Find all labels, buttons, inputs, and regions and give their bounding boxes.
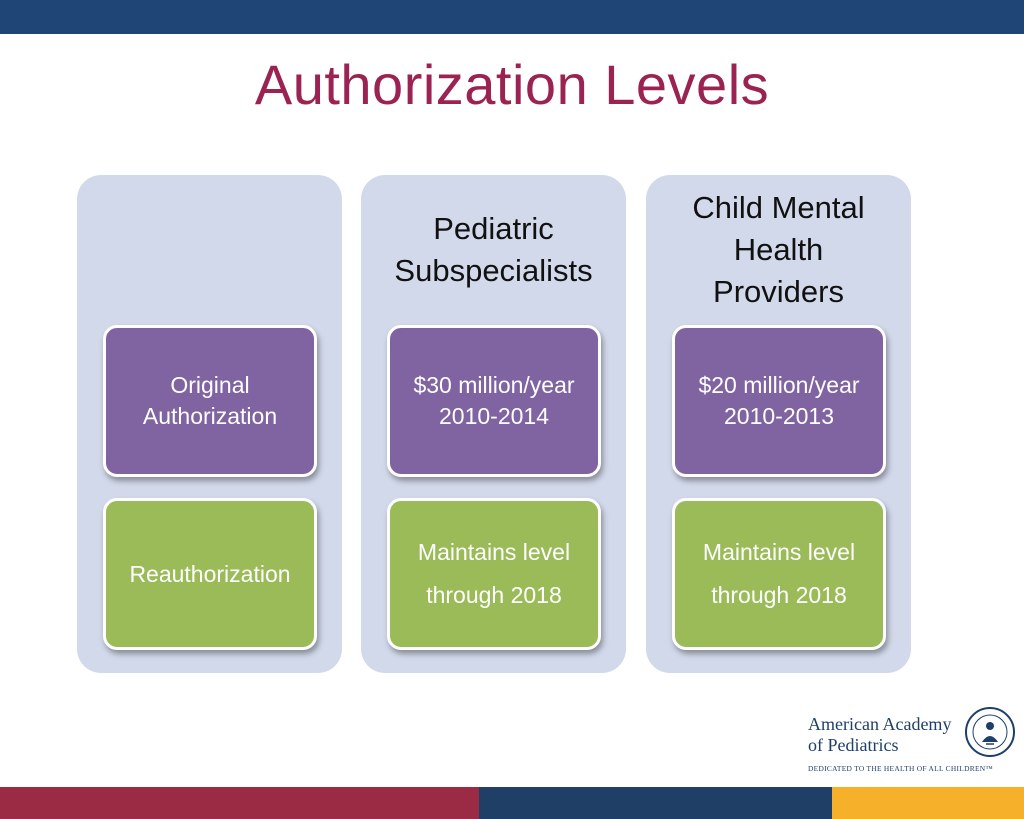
bottom-bar-blue bbox=[479, 787, 832, 819]
original-authorization-value bbox=[672, 325, 886, 477]
logo-name-line: of Pediatrics bbox=[808, 735, 899, 755]
box-text-line: Maintains level bbox=[702, 539, 856, 565]
logo-name bbox=[808, 714, 951, 756]
reauthorization-label bbox=[103, 498, 317, 650]
box-text-line: Maintains level bbox=[417, 539, 571, 565]
aap-logo bbox=[808, 704, 1018, 774]
column-child-mental-health-providers bbox=[646, 175, 911, 673]
logo-tagline: DEDICATED TO THE HEALTH OF ALL CHILDREN™ bbox=[808, 764, 993, 773]
box-text-line: 2010-2013 bbox=[724, 403, 834, 429]
box-text-line: $30 million/year bbox=[413, 372, 575, 398]
column-header bbox=[361, 175, 626, 325]
slide-title: Authorization Levels bbox=[254, 53, 770, 116]
reauthorization-value bbox=[672, 498, 886, 650]
box-text-line: 2010-2014 bbox=[439, 403, 549, 429]
bottom-bar-red bbox=[0, 787, 479, 819]
reauthorization-value bbox=[387, 498, 601, 650]
box-text-line: Authorization bbox=[142, 403, 278, 429]
original-authorization-label bbox=[103, 325, 317, 477]
aap-seal-icon bbox=[964, 706, 1016, 758]
header-line: Subspecialists bbox=[394, 253, 593, 288]
header-line: Providers bbox=[713, 274, 844, 309]
top-accent-bar bbox=[0, 0, 1024, 34]
column-pediatric-subspecialists bbox=[361, 175, 626, 673]
column-header bbox=[77, 175, 342, 325]
header-line: Health bbox=[733, 232, 824, 267]
bottom-bar-gold bbox=[832, 787, 1024, 819]
box-text-line: through 2018 bbox=[426, 582, 562, 608]
logo-name-line: American Academy bbox=[808, 714, 952, 734]
column-labels bbox=[77, 175, 342, 673]
box-text-line: Reauthorization bbox=[129, 560, 291, 587]
box-text-line: Original bbox=[170, 372, 250, 398]
header-line: Child Mental bbox=[692, 190, 865, 225]
box-text-line: $20 million/year bbox=[698, 372, 860, 398]
column-header bbox=[646, 175, 911, 325]
box-text-line: through 2018 bbox=[711, 582, 847, 608]
header-line: Pediatric bbox=[433, 211, 554, 246]
original-authorization-value bbox=[387, 325, 601, 477]
